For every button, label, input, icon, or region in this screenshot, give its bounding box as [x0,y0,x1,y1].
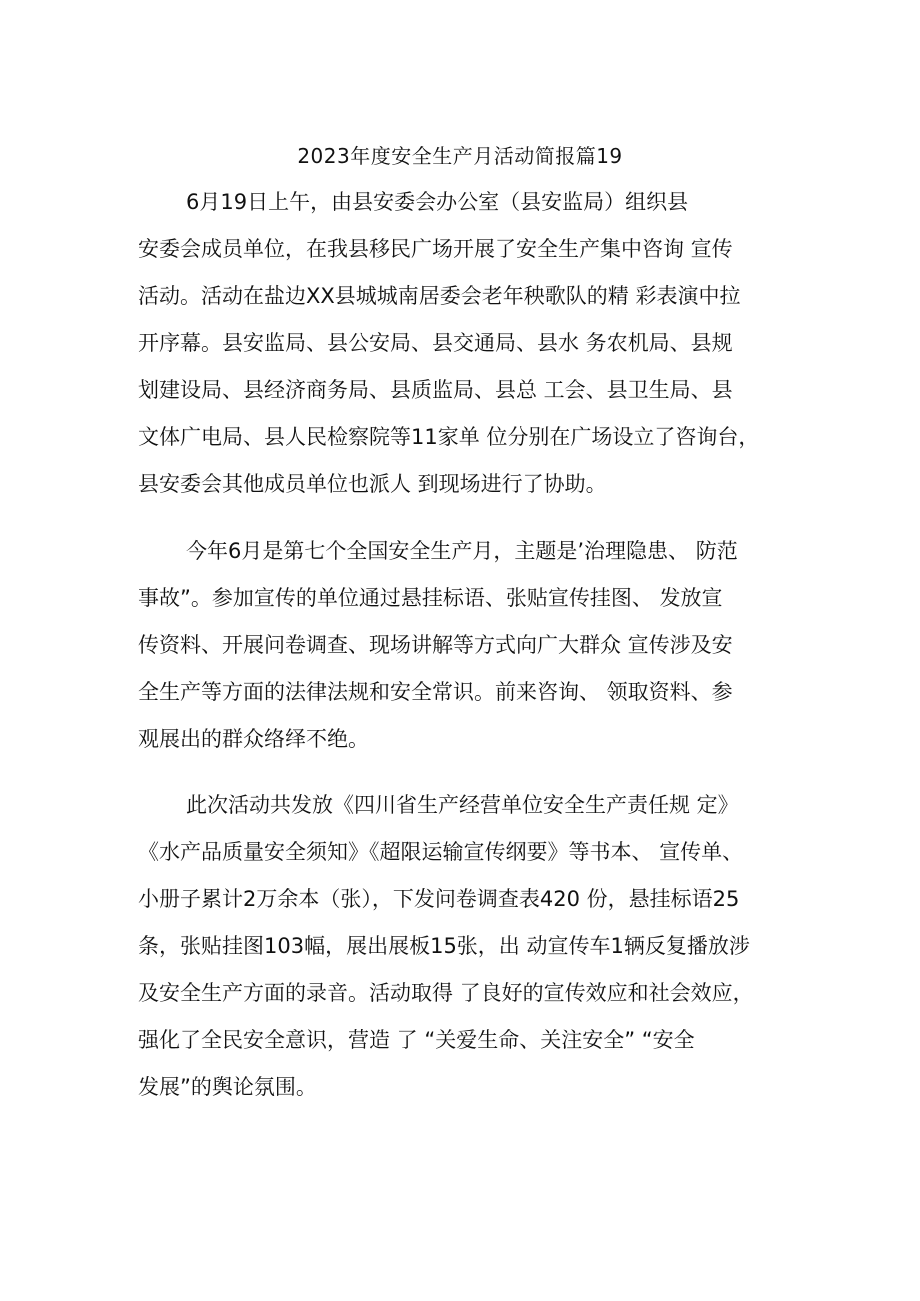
paragraph-3-line-3: 小册子累计2万余本（张），下发问卷调查表420 份，悬挂标语25 [138,887,740,911]
document-title: 2023年度安全生产月活动简报篇19 [297,144,623,168]
paragraph-1-line-7: 县安委会其他成员单位也派人 到现场进行了协助。 [138,472,607,496]
paragraph-1-line-6: 文体广电局、县人民检察院等11家单 位分别在广场设立了咨询台， [138,425,760,449]
paragraph-2-line-1: 今年6月是第七个全国安全生产月，主题是’治理隐患、 防范 [186,539,738,563]
paragraph-3-line-6: 强化了全民安全意识，营造 了 “关爱生命、关注安全” “安全 [138,1028,695,1052]
paragraph-1-line-4: 开序幕。县安监局、县公安局、县交通局、县水 务农机局、县规 [138,331,733,355]
paragraph-1-line-3: 活动。活动在盐边XX县城城南居委会老年秧歌队的精 彩表演中拉 [138,284,741,308]
paragraph-2-line-4: 全生产等方面的法律法规和安全常识。前来咨询、 领取资料、参 [138,680,733,704]
paragraph-3-line-5: 及安全生产方面的录音。活动取得 了良好的宣传效应和社会效应， [138,981,754,1005]
paragraph-1-line-5: 划建设局、县经济商务局、县质监局、县总 工会、县卫生局、县 [138,378,733,402]
paragraph-2-line-3: 传资料、开展问卷调查、现场讲解等方式向广大群众 宣传涉及安 [138,633,733,657]
paragraph-1-line-2: 安委会成员单位，在我县移民广场开展了安全生产集中咨询 宣传 [138,237,733,261]
paragraph-1-line-1: 6月19日上午，由县安委会办公室（县安监局）组织县 [186,190,689,214]
paragraph-3-line-4: 条，张贴挂图103幅，展出展板15张，出 动宣传车1辆反复播放涉 [138,934,750,958]
paragraph-2-line-5: 观展出的群众络绎不绝。 [138,727,369,751]
paragraph-3-line-7: 发展”的舆论氛围。 [138,1075,317,1099]
paragraph-3-line-2: 《水产品质量安全须知》《超限运输宣传纲要》等书本、 宣传单、 [138,840,744,864]
paragraph-3-line-1: 此次活动共发放《四川省生产经营单位安全生产责任规 定》 [186,793,739,817]
paragraph-2-line-2: 事故”。参加宣传的单位通过悬挂标语、张贴宣传挂图、 发放宣 [138,586,723,610]
